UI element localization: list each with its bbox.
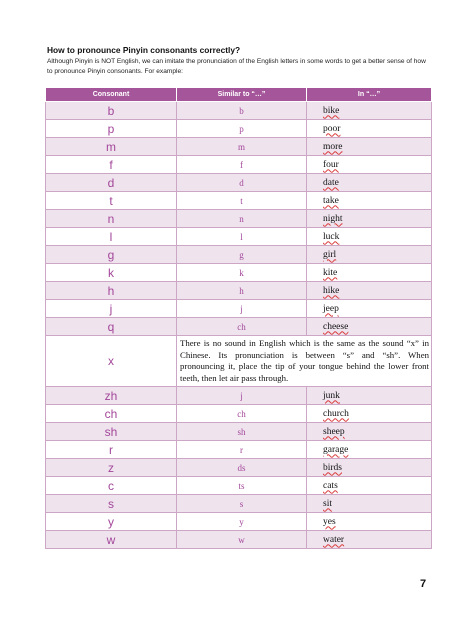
- example-word: four: [323, 159, 339, 170]
- example-word: jeep: [323, 303, 339, 314]
- similar-to-cell: sh: [177, 423, 307, 441]
- consonant-cell: h: [46, 282, 177, 300]
- similar-to-cell: j: [177, 387, 307, 405]
- table-row: [46, 228, 432, 246]
- table-row: [46, 459, 432, 477]
- example-word-cell: [307, 405, 432, 423]
- example-word: birds: [323, 462, 342, 473]
- example-word-cell: [307, 156, 432, 174]
- similar-to-cell: t: [177, 192, 307, 210]
- table-row: [46, 156, 432, 174]
- example-word: kite: [323, 267, 338, 278]
- similar-to-cell: j: [177, 300, 307, 318]
- consonant-cell: y: [46, 513, 177, 531]
- example-word-cell: [307, 246, 432, 264]
- table-row: [46, 423, 432, 441]
- example-word-cell: [307, 531, 432, 549]
- table-row: [46, 405, 432, 423]
- similar-to-cell: l: [177, 228, 307, 246]
- page-heading: How to pronounce Pinyin consonants correctly?: [47, 45, 241, 55]
- consonant-cell: g: [46, 246, 177, 264]
- consonant-cell: c: [46, 477, 177, 495]
- consonant-cell: m: [46, 138, 177, 156]
- example-word-cell: [307, 300, 432, 318]
- example-word-cell: [307, 174, 432, 192]
- example-word: yes: [323, 516, 336, 527]
- example-word-cell: [307, 120, 432, 138]
- similar-to-cell: ds: [177, 459, 307, 477]
- table-row: [46, 246, 432, 264]
- consonant-cell: s: [46, 495, 177, 513]
- example-word-cell: [307, 423, 432, 441]
- similar-to-cell: k: [177, 264, 307, 282]
- example-word-cell: [307, 102, 432, 120]
- consonant-cell: d: [46, 174, 177, 192]
- table-row: [46, 120, 432, 138]
- example-word: more: [323, 141, 343, 152]
- example-word-cell: [307, 477, 432, 495]
- consonant-cell: n: [46, 210, 177, 228]
- example-word: night: [323, 213, 343, 224]
- example-word: bike: [323, 105, 340, 116]
- example-word: hike: [323, 285, 340, 296]
- example-word: date: [323, 177, 339, 188]
- example-word: girl: [323, 249, 337, 260]
- intro-paragraph: Although Pinyin is NOT English, we can imitate the pronunciation of the English letters in some words to get a better sense of how to pronounce Pinyin consonants. For example:: [47, 58, 426, 75]
- consonant-cell: r: [46, 441, 177, 459]
- example-word-cell: [307, 282, 432, 300]
- table-row: [46, 336, 432, 387]
- example-word: garage: [323, 444, 349, 455]
- similar-to-cell: f: [177, 156, 307, 174]
- header-in-word: In “…”: [307, 88, 432, 102]
- table-row: [46, 495, 432, 513]
- consonant-cell: l: [46, 228, 177, 246]
- example-word-cell: [307, 387, 432, 405]
- example-word: junk: [323, 390, 340, 401]
- similar-to-cell: ts: [177, 477, 307, 495]
- example-word: take: [323, 195, 339, 206]
- consonant-table: [45, 87, 432, 549]
- similar-to-cell: y: [177, 513, 307, 531]
- table-row: [46, 210, 432, 228]
- consonant-cell: k: [46, 264, 177, 282]
- consonant-cell: ch: [46, 405, 177, 423]
- note-cell: There is no sound in English which is the same as the sound “x” in Chinese. Its pronunciation is between “s” and “sh”. When pronouncing it, place the tip of your tongue behind the lower front teeth, then let air pass through.: [177, 336, 432, 387]
- example-word-cell: [307, 318, 432, 336]
- example-word: water: [323, 534, 345, 545]
- table-row: [46, 513, 432, 531]
- consonant-cell: z: [46, 459, 177, 477]
- similar-to-cell: n: [177, 210, 307, 228]
- consonant-cell: w: [46, 531, 177, 549]
- example-word-cell: [307, 459, 432, 477]
- similar-to-cell: d: [177, 174, 307, 192]
- consonant-cell: f: [46, 156, 177, 174]
- example-word: luck: [323, 231, 340, 242]
- similar-to-cell: p: [177, 120, 307, 138]
- table-row: [46, 318, 432, 336]
- example-word-cell: [307, 495, 432, 513]
- table-row: [46, 138, 432, 156]
- table-row: [46, 441, 432, 459]
- example-word: cats: [323, 480, 338, 491]
- table-row: [46, 174, 432, 192]
- example-word: poor: [323, 123, 341, 134]
- table-row: [46, 102, 432, 120]
- table-row: [46, 300, 432, 318]
- consonant-cell: j: [46, 300, 177, 318]
- similar-to-cell: ch: [177, 405, 307, 423]
- similar-to-cell: m: [177, 138, 307, 156]
- example-word-cell: [307, 441, 432, 459]
- header-similar-to: Similar to “…”: [177, 88, 307, 102]
- similar-to-cell: g: [177, 246, 307, 264]
- example-word-cell: [307, 210, 432, 228]
- table-row: [46, 477, 432, 495]
- consonant-cell: zh: [46, 387, 177, 405]
- page-number: 7: [420, 578, 427, 590]
- similar-to-cell: s: [177, 495, 307, 513]
- example-word: church: [323, 408, 349, 419]
- table-row: [46, 282, 432, 300]
- table-row: [46, 264, 432, 282]
- example-word: sheep: [323, 426, 345, 437]
- consonant-cell: b: [46, 102, 177, 120]
- consonant-cell: t: [46, 192, 177, 210]
- similar-to-cell: b: [177, 102, 307, 120]
- consonant-cell: p: [46, 120, 177, 138]
- consonant-cell: q: [46, 318, 177, 336]
- consonant-cell: x: [46, 336, 177, 387]
- header-consonant: Consonant: [46, 88, 177, 102]
- example-word-cell: [307, 228, 432, 246]
- table-row: [46, 387, 432, 405]
- example-word: cheese: [323, 321, 349, 332]
- table-row: [46, 192, 432, 210]
- example-word-cell: [307, 264, 432, 282]
- similar-to-cell: w: [177, 531, 307, 549]
- example-word: sit: [323, 498, 332, 509]
- table-header-row: [46, 88, 432, 102]
- example-word-cell: [307, 138, 432, 156]
- example-word-cell: [307, 192, 432, 210]
- table-row: [46, 531, 432, 549]
- consonant-cell: sh: [46, 423, 177, 441]
- similar-to-cell: r: [177, 441, 307, 459]
- similar-to-cell: h: [177, 282, 307, 300]
- example-word-cell: [307, 513, 432, 531]
- similar-to-cell: ch: [177, 318, 307, 336]
